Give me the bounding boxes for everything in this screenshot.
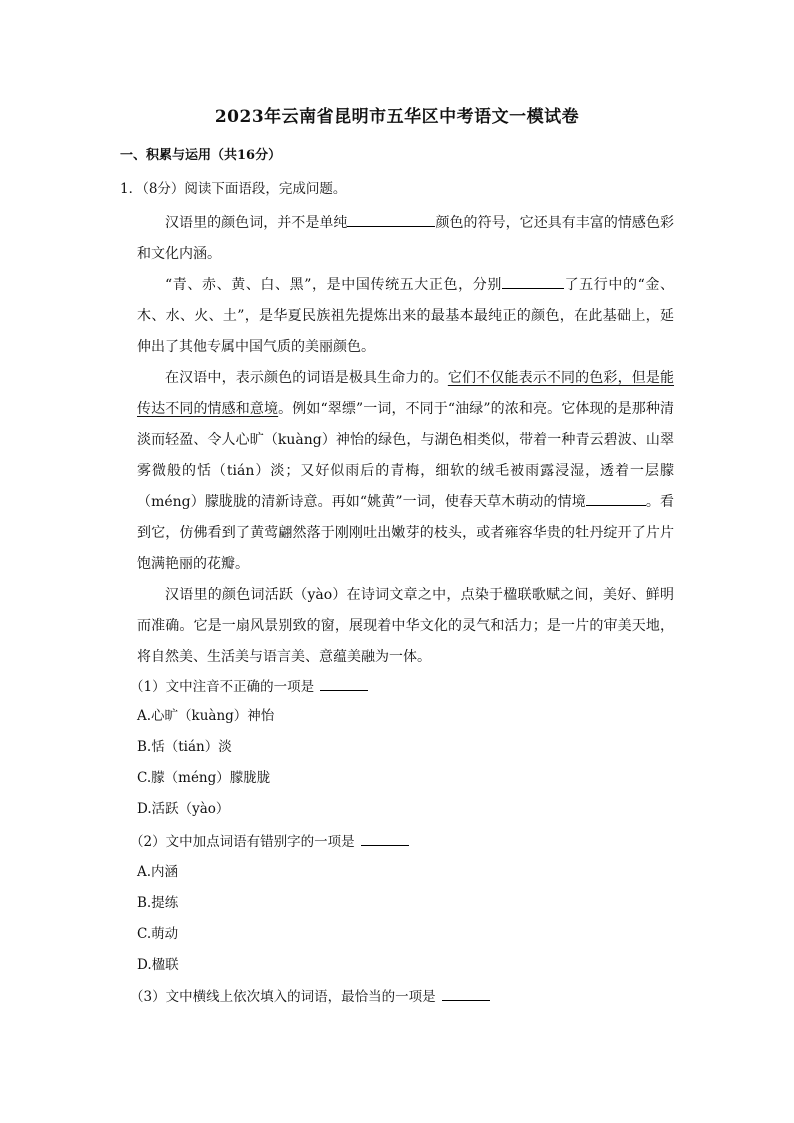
answer-blank-3 <box>442 987 490 1001</box>
sub-question-2: （2）文中加点词语有错别字的一项是 <box>130 832 409 852</box>
reading-passage <box>137 208 674 673</box>
sub1-option-d: D.活跃（yào） <box>137 801 230 817</box>
sub2-option-b: B.提练 <box>137 895 179 911</box>
passage-paragraph-4: 汉语里的颜色词活跃（yào）在诗词文章之中，点染于楹联歌赋之间，美好、鲜明而准确。它是一扇风景别致的窗，展现着中华文化的灵气和活力；是一片的审美天地，将自然美、生活美与语言美、意蕴美融为一体。 <box>137 587 674 665</box>
passage-paragraph-2: “青、赤、黄、白、黑”，是中国传统五大正色，分别 了五行中的“金、木、水、火、土”，是华夏民族祖先提炼出来的最基本最纯正的颜色，在此基础上，延伸出了其他专属中国气质的美丽颜色。 <box>137 270 674 363</box>
question-1-stem: 1．（8分）阅读下面语段，完成问题。 <box>120 181 347 197</box>
sub2-option-a: A.内涵 <box>137 864 179 880</box>
section-heading: 一、积累与运用（共16分） <box>120 148 282 163</box>
fill-blank-2 <box>502 274 564 289</box>
sub2-option-c: C.萌动 <box>137 926 179 942</box>
passage-paragraph-3: 在汉语中，表示颜色的词语是极具生命力的。它们不仅能表示不同的色彩，但是能传达不同的情感和意境。例如“翠缥”一词，不同于“油绿”的浓和亮。它体现的是那种清淡而轻盈、令人心旷（kuàng）神怡的绿色，与湖色相类似，带着一种青云碧波、山翠雾微般的恬（tián）淡；又好似雨后的青梅，细软的绒毛被雨露浸湿，透着一层朦（méng）朦胧胧的清新诗意。再如“姚黄”一词，使春天草木萌动的情境 。看到它，仿佛看到了黄莺翩然落于刚刚吐出嫩芽的枝头，或者雍容华贵的牡丹绽开了片片饱满艳丽的花瓣。 <box>137 370 675 572</box>
sub1-option-b: B.恬（tián）淡 <box>137 739 232 755</box>
sub-question-1: （1）文中注音不正确的一项是 <box>130 677 368 697</box>
sub1-option-a: A.心旷（kuàng）神怡 <box>137 708 275 724</box>
fill-blank-1 <box>347 212 435 227</box>
answer-blank-1 <box>320 677 368 691</box>
fill-blank-3 <box>586 491 646 506</box>
passage-paragraph-1: 汉语里的颜色词，并不是单纯 颜色的符号，它还具有丰富的情感色彩和文化内涵。 <box>137 208 674 270</box>
sub1-option-c: C.朦（méng）朦胧胧 <box>137 770 271 786</box>
sub-question-3: （3）文中横线上依次填入的词语，最恰当的一项是 <box>130 987 490 1007</box>
underlined-sentence: 它们不仅能表示不同的色彩，但是能传达不同的情感和意境 <box>137 370 675 417</box>
sub2-option-d: D.楹联 <box>137 957 179 973</box>
answer-blank-2 <box>361 832 409 846</box>
page-title: 2023年云南省昆明市五华区中考语文一模试卷 <box>214 107 580 127</box>
